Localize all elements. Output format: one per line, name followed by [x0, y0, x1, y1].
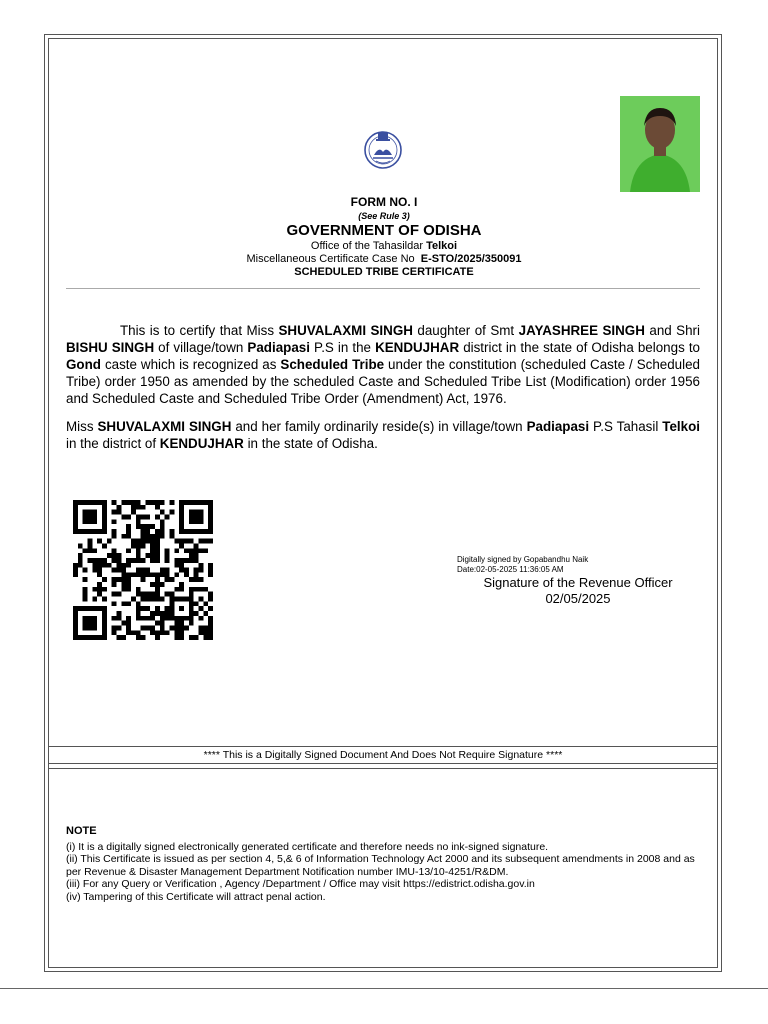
signature-title: Signature of the Revenue Officer [483, 575, 673, 590]
note-section [66, 825, 706, 904]
government-title: GOVERNMENT OF ODISHA [286, 222, 482, 239]
note-item: (iv) Tampering of this Certificate will attract penal action. [66, 890, 326, 903]
note-item: (ii) This Certificate is issued as per section 4, 5,& 6 of Information Technology Act 2000 and its subsequent amendments in 2008 and as per Revenue & Disaster Management Department Notification number IMU-13/10-4251/R&DM. [66, 853, 695, 878]
text: This is to certify that Miss [120, 323, 279, 338]
text: P.S in the [309, 340, 376, 355]
office-line [0, 240, 768, 252]
signed-date: Date:02-05-2025 11:36:05 AM [457, 565, 564, 574]
district-name: KENDUJHAR [159, 436, 244, 451]
signed-by: Digitally signed by Gopabandhu Naik [457, 555, 589, 564]
text: Miss [66, 419, 98, 434]
father-name: BISHU SINGH [66, 340, 155, 355]
certificate-title: SCHEDULED TRIBE CERTIFICATE [294, 266, 474, 278]
digital-signature-notice: **** This is a Digitally Signed Document And Does Not Require Signature **** [48, 746, 718, 764]
text: and Shri [644, 323, 700, 338]
applicant-name: SHUVALAXMI SINGH [278, 323, 413, 338]
caste-name: Gond [66, 357, 101, 372]
text: and her family ordinarily reside(s) in village/town [231, 419, 527, 434]
applicant-name: SHUVALAXMI SINGH [97, 419, 232, 434]
text: caste which is recognized as [100, 357, 281, 372]
applicant-photo [620, 96, 700, 192]
qr-code [70, 500, 216, 640]
mother-name: JAYASHREE SINGH [518, 323, 645, 338]
state-emblem-icon [362, 128, 404, 170]
case-number: E-STO/2025/350091 [420, 253, 522, 265]
text: P.S Tahasil [589, 419, 663, 434]
category-name: Scheduled Tribe [280, 357, 385, 372]
district-name: KENDUJHAR [375, 340, 460, 355]
case-prefix: Miscellaneous Certificate Case No [246, 253, 415, 265]
certification-paragraph [66, 322, 700, 407]
office-prefix: Office of the Tahasildar [310, 240, 424, 252]
page-bottom-rule [0, 988, 768, 989]
note-item: (i) It is a digitally signed electronically generated certificate and therefore needs no ink-signed signature. [66, 840, 549, 853]
text: of village/town [154, 340, 248, 355]
village-name: Padiapasi [247, 340, 310, 355]
digital-signature-info [457, 555, 588, 575]
see-rule: (See Rule 3) [358, 211, 410, 221]
note-item: (iii) For any Query or Verification , Agency /Department / Office may visit https://edistrict.odisha.gov.in [66, 878, 535, 891]
village-name: Padiapasi [526, 419, 590, 434]
tahasil-name: Telkoi [662, 419, 700, 434]
case-line [0, 253, 768, 265]
text: in the district of [66, 436, 160, 451]
residence-paragraph [66, 418, 700, 452]
office-place: Telkoi [426, 240, 458, 252]
text: in the state of Odisha. [243, 436, 378, 451]
signature-date: 02/05/2025 [545, 591, 611, 606]
form-number: FORM NO. I [350, 195, 418, 209]
header-divider [66, 288, 700, 289]
text: daughter of Smt [412, 323, 519, 338]
note-heading: NOTE [66, 825, 97, 837]
text: district in the state of Odisha belongs to [459, 340, 700, 355]
text: under the constitution (scheduled Caste / Scheduled Tribe) order 1950 as amended by the scheduled Caste and Scheduled Tribe List (Modification) order 1956 and Scheduled Caste and Scheduled Tribe Order (Amendment) Act, 1976. [66, 357, 700, 406]
